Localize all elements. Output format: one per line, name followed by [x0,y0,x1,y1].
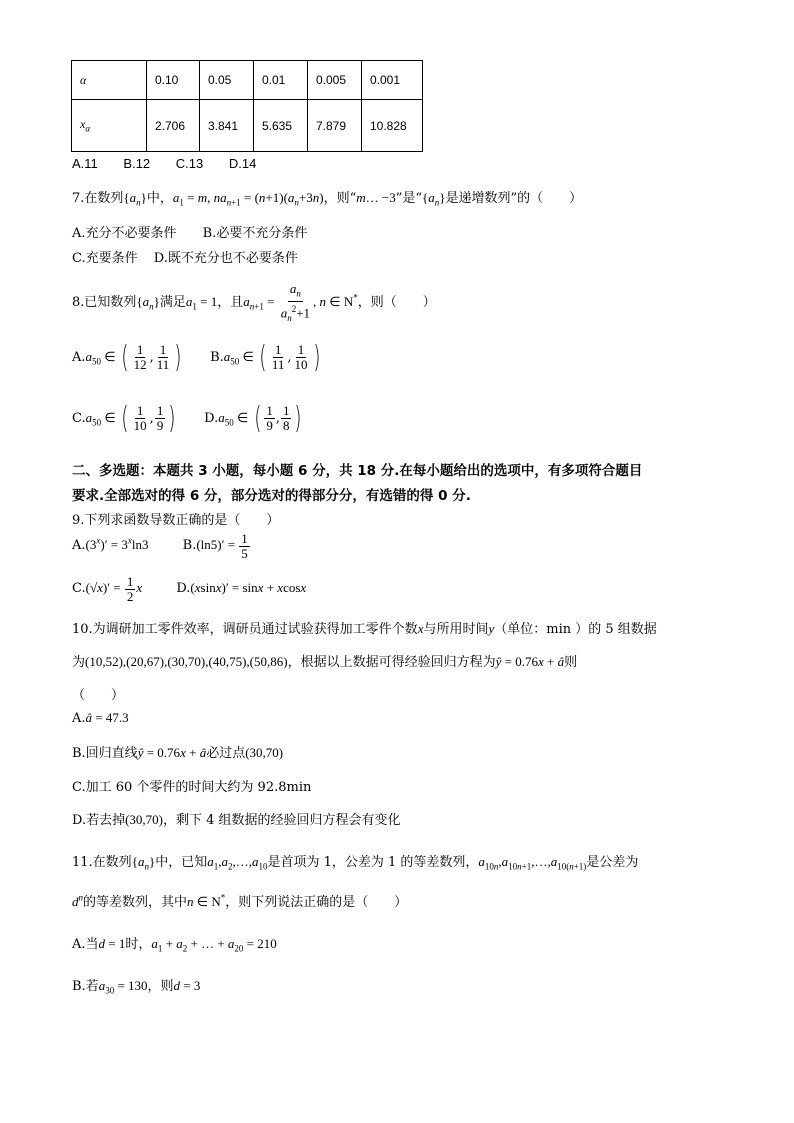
table-cell: 10.828 [362,100,423,152]
q8-options-row2 [72,401,304,436]
q9-option-c: C.(√x)′ = $\frac{1}{2}$ x [72,574,143,604]
table-header-cell: α [72,61,147,100]
table-cell: 7.879 [308,100,362,152]
q6-option-b: B.12 [123,156,151,171]
section-heading-line1: 二、多选题：本题共 3 小题，每小题 6 分，共 18 分.在每小题给出的选项中，有多项符合题目 [72,463,643,479]
q6-option-a: A.11 [72,156,98,171]
q11-option-b: B.若$a_{30} = 130$，则d = 3 [72,978,201,996]
table-row-label: $x_\alpha$ [72,100,147,152]
table-cell: 5.635 [254,100,308,152]
table-header-cell: 0.001 [362,61,423,100]
q10-option-d: D.若去掉(30,70)，剩下 4 组数据的经验回归方程会有变化 [72,812,401,828]
q10-option-c: C.加工 60 个零件的时间大约为 92.8min [72,780,312,795]
q10-line3: （ ） [72,688,125,703]
q8-stem: 8.已知数列$\{a_n\}$满足$a_1 = 1$，且$a_{n+1}$ = $\frac{a_n}{a_n^2+1}$ , n ∈ N*，则（ ） [72,281,436,323]
table-cell: 2.706 [147,100,200,152]
table-header-cell: 0.005 [308,61,362,100]
q7-option-b: B.必要不充分条件 [202,226,308,241]
q8-option-a: $A.a_{50}$ ∈ ( $\frac{1}{12}$ , $\frac{1}{11}$ ) [72,340,182,375]
q6-option-c: C.13 [175,156,204,171]
q7-stem: 7.在数列$\{a_n\}$中，$a_1 = m$, $na_{n+1} = (n+1)(a_n+3n)$，则“m… −3”是“$\{a_n\}$是递增数列”的（ ） [72,190,583,208]
q7-option-a: A.充分不必要条件 [72,226,177,241]
critical-value-table [71,60,423,152]
q8-option-c: $C.a_{50}$ ∈ ( $\frac{1}{10}$ , $\frac{1}{9}$ ) [72,401,176,436]
q7-options-row2 [72,247,298,266]
q9-options-row1 [72,532,251,561]
table-header-cell: 0.05 [200,61,254,100]
table-header-cell: 0.01 [254,61,308,100]
q7-options-row1 [72,222,307,241]
q11-line2: $d^n$的等差数列，其中n ∈ N*，则下列说法正确的是（ ） [72,892,408,910]
q10-option-b: B.回归直线ŷ = 0.76x + â必过点(30,70) [72,745,284,761]
q9-option-d: D.(xsinx)′ = sinx + xcosx [176,580,307,597]
q7-option-c: C.充要条件 [72,251,138,266]
q10-option-a: A.â = 47.3 [72,710,129,726]
q8-option-b: $B.a_{50}$ ∈ ( $\frac{1}{11}$ , $\frac{1}{10}$ ) [210,340,320,375]
q8-options-row1 [72,340,322,375]
q6-options [72,156,256,171]
q9-option-b: B.(ln5)′ = $\frac{1}{5}$ [182,531,248,561]
q6-option-d: D.14 [228,156,257,171]
table-cell: 3.841 [200,100,254,152]
q9-stem: 9.下列求函数导数正确的是（ ） [72,513,280,528]
table-header-cell: 0.10 [147,61,200,100]
q9-options-row2 [72,575,306,604]
q8-option-d: $D.a_{50}$ ∈ ( $\frac{1}{9}$ , $\frac{1}{8}$ ) [204,401,302,436]
section-heading-line2: 要求.全部选对的得 6 分，部分选对的得部分分，有选错的得 0 分. [72,488,471,504]
q10-line1: 10.为调研加工零件效率，调研员通过试验获得加工零件个数x与所用时间y（单位：min ）的 5 组数据 [72,621,657,637]
q10-line2: 为(10,52),(20,67),(30,70),(40,75),(50,86)，根据以上数据可得经验回归方程为ŷ = 0.76x + â则 [72,654,578,670]
q9-option-a: $A.(3^x)' = 3^x\ln 3$ [72,536,149,554]
q11-line1: 11.在数列$\{a_n\}$中，已知$a_1,a_2,\dots,a_{10}$是首项为 1，公差为 1 的等差数列，$a_{10n},a_{10n+1},\dots,a_{10(n+1)}$是公差为 [72,854,639,872]
q11-option-a: A.当d = 1时，$a_1 + a_2$ + … + $a_{20} = 210$ [72,936,277,954]
q7-option-d: D.既不充分也不必要条件 [153,251,298,266]
